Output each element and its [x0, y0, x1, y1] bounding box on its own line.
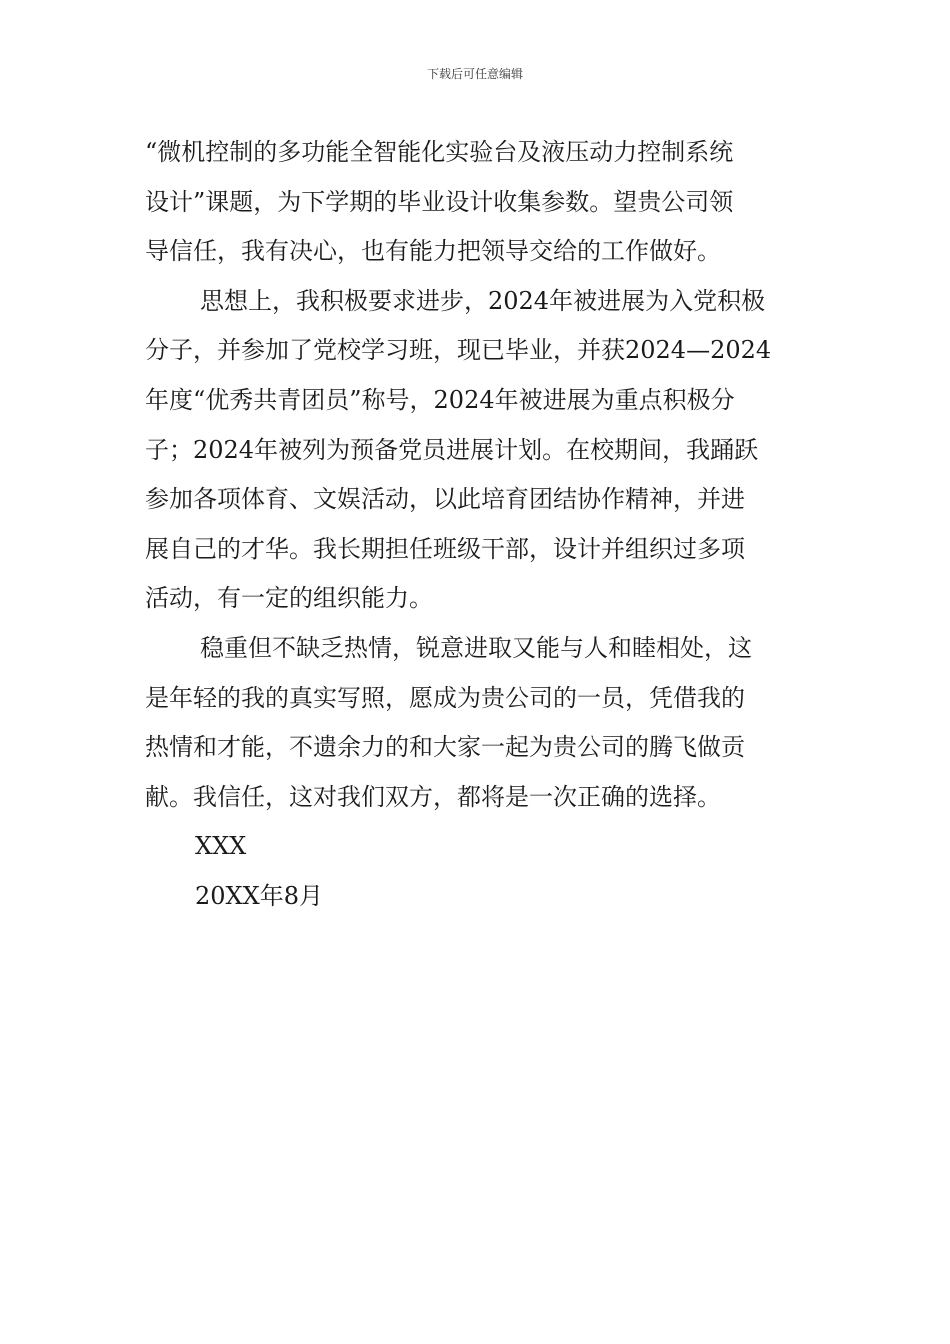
paragraph-line: 稳重但不缺乏热情，锐意进取又能与人和睦相处，这: [200, 633, 752, 662]
letter-body: [145, 128, 805, 922]
paragraph-line: 导信任，我有决心，也有能力把领导交给的工作做好。: [145, 237, 721, 266]
paragraph-line: 热情和才能，不遗余力的和大家一起为贵公司的腾飞做贡: [145, 733, 745, 762]
paragraph-line: 思想上，我积极要求进步，2024年被进展为入党积极: [200, 286, 766, 315]
paragraph-line: 是年轻的我的真实写照，愿成为贵公司的一员，凭借我的: [145, 683, 745, 712]
paragraph-line: 展自己的才华。我长期担任班级干部，设计并组织过多项: [145, 534, 745, 563]
paragraph-line: 子；2024年被列为预备党员进展计划。在校期间，我踊跃: [145, 435, 759, 464]
paragraph-line: “微机控制的多功能全智能化实验台及液压动力控制系统: [145, 138, 734, 166]
paragraph-line: 活动，有一定的组织能力。: [145, 584, 433, 613]
paragraph-line: 献。我信任，这对我们双方，都将是一次正确的选择。: [145, 782, 721, 811]
paragraph-line: 年度“优秀共青团员”称号，2024年被进展为重点积极分: [145, 385, 735, 414]
paragraph-line: 设计”课题，为下学期的毕业设计收集参数。望贵公司领: [145, 187, 734, 216]
paragraph-line: 参加各项体育、文娱活动，以此培育团结协作精神，并进: [145, 485, 745, 514]
page-header-note: 下载后可任意编辑: [426, 67, 523, 81]
paragraph-line: 分子，并参加了党校学习班，现已毕业，并获2024—2024: [145, 336, 772, 365]
letter-date: 20XX年8月: [195, 881, 323, 910]
signature-name: XXX: [195, 832, 247, 861]
